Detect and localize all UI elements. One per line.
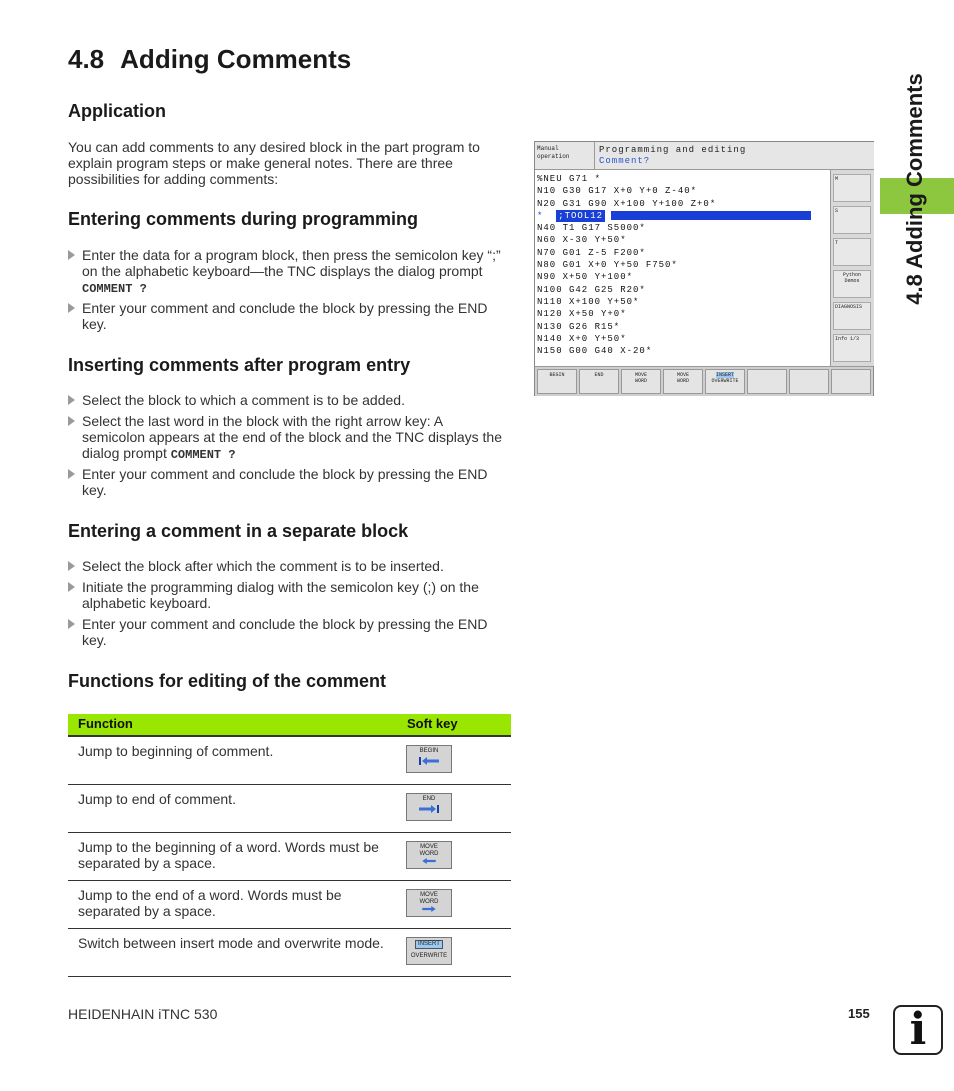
screen-softkey: END: [579, 369, 619, 394]
program-line: N100 G42 G25 R20*: [537, 284, 646, 295]
program-listing: [535, 170, 831, 366]
program-line-highlighted: * ;TOOL12: [537, 210, 828, 222]
side-button-t: T: [833, 238, 871, 266]
section-application-title: Application: [68, 101, 166, 121]
info-icon: i: [893, 1005, 943, 1055]
page-title: 4.8 Adding Comments: [68, 44, 352, 74]
list-item: Initiate the programming dialog with the semicolon key (;) on the alphabetic keyboard.: [68, 579, 508, 611]
section-during-programming-title: Entering comments during programming: [68, 209, 419, 229]
side-button-python: Python Demos: [833, 270, 871, 298]
program-line: N80 G01 X+0 Y+50 F750*: [537, 260, 678, 271]
program-line: N150 G00 G40 X-20*: [537, 346, 653, 357]
list-item: Enter your comment and conclude the block by pressing the END key.: [68, 616, 508, 648]
list-item: Enter your comment and conclude the block by pressing the END key.: [68, 300, 508, 332]
screen-mode: Manual operation: [535, 142, 595, 170]
screen-softkey: BEGIN: [537, 369, 577, 394]
section-after-entry-title: Inserting comments after program entry: [68, 355, 411, 375]
bullet-arrow-icon: [68, 561, 75, 571]
screen-softkey-empty: [789, 369, 829, 394]
function-cell: Jump to end of comment.: [78, 791, 236, 807]
screen-softkey-row: [535, 366, 873, 396]
screen-title: Programming and editing Comment?: [595, 142, 874, 170]
program-line: N10 G30 G17 X+0 Y+0 Z-40*: [537, 186, 698, 197]
program-line: N110 X+100 Y+50*: [537, 296, 640, 307]
program-line: N130 G26 R15*: [537, 321, 621, 332]
table-row: [68, 785, 511, 833]
table-row: [68, 929, 511, 977]
list-item: Enter the data for a program block, then press the semicolon key “;” on the alphabetic keyboard—the TNC displays the dialog prompt COMMENT ?: [68, 247, 508, 297]
table-row: [68, 737, 511, 785]
bullet-arrow-icon: [68, 250, 75, 260]
program-line: N40 T1 G17 S5000*: [537, 223, 646, 234]
arrow-left-bar-icon: [418, 757, 440, 765]
screen-softkey: MOVE WORD: [621, 369, 661, 394]
functions-table: [68, 714, 511, 977]
side-button-m: M: [833, 174, 871, 202]
function-cell: Jump to the beginning of a word. Words must be separated by a space.: [78, 839, 379, 871]
bullet-arrow-icon: [68, 303, 75, 313]
bullet-arrow-icon: [68, 582, 75, 592]
screen-softkey: MOVE WORD: [663, 369, 703, 394]
section-functions-title: Functions for editing of the comment: [68, 671, 386, 691]
program-line: N70 G01 Z-5 F200*: [537, 247, 646, 258]
begin-softkey: BEGIN: [406, 745, 452, 773]
list-item: Select the block to which a comment is to be added.: [68, 392, 508, 408]
screen-side-buttons: [831, 170, 874, 366]
tnc-screenshot: [534, 141, 874, 396]
function-cell: Switch between insert mode and overwrite mode.: [78, 935, 384, 951]
program-line: N20 G31 G90 X+100 Y+100 Z+0*: [537, 198, 717, 209]
move-word-right-softkey: MOVE WORD: [406, 889, 452, 917]
side-title: 4.8 Adding Comments: [902, 73, 927, 305]
screen-softkey: INSERT OVERWRITE: [705, 369, 745, 394]
program-line: N90 X+50 Y+100*: [537, 272, 634, 283]
bullet-arrow-icon: [68, 395, 75, 405]
program-line: %NEU G71 *: [537, 174, 602, 184]
screen-softkey-empty: [831, 369, 871, 394]
arrow-right-bar-icon: [418, 805, 440, 813]
page-number: 155: [848, 1006, 870, 1021]
col-softkey-header: Soft key: [407, 716, 458, 731]
bullet-arrow-icon: [68, 416, 75, 426]
insert-overwrite-softkey: INSERT OVERWRITE: [406, 937, 452, 965]
side-button-s: S: [833, 206, 871, 234]
table-row: [68, 881, 511, 929]
application-text: You can add comments to any desired block in the part program to explain program steps or make general notes. There are three possibilities for adding comments:: [68, 139, 480, 187]
side-button-info: Info 1/3: [833, 334, 871, 362]
end-softkey: END: [406, 793, 452, 821]
program-line: N140 X+0 Y+50*: [537, 333, 627, 344]
col-function-header: Function: [78, 716, 133, 731]
section-separate-block-title: Entering a comment in a separate block: [68, 521, 409, 541]
arrow-left-icon: [418, 858, 440, 864]
table-row: [68, 833, 511, 881]
program-line: N60 X-30 Y+50*: [537, 235, 627, 246]
function-cell: Jump to the end of a word. Words must be separated by a space.: [78, 887, 342, 919]
table-header: [68, 714, 511, 737]
program-line: N120 X+50 Y+0*: [537, 309, 627, 320]
function-cell: Jump to beginning of comment.: [78, 743, 274, 759]
screen-softkey-empty: [747, 369, 787, 394]
footer-product: HEIDENHAIN iTNC 530: [68, 1006, 218, 1022]
arrow-right-icon: [418, 906, 440, 912]
side-button-diagnosis: DIAGNOSIS: [833, 302, 871, 330]
move-word-left-softkey: MOVE WORD: [406, 841, 452, 869]
bullet-arrow-icon: [68, 619, 75, 629]
bullet-arrow-icon: [68, 469, 75, 479]
list-item: Select the last word in the block with the right arrow key: A semicolon appears at the end of the block and the TNC displays the dialog prompt COMMENT ?: [68, 413, 508, 463]
list-item: Select the block after which the comment is to be inserted.: [68, 558, 508, 574]
list-item: Enter your comment and conclude the block by pressing the END key.: [68, 466, 508, 498]
